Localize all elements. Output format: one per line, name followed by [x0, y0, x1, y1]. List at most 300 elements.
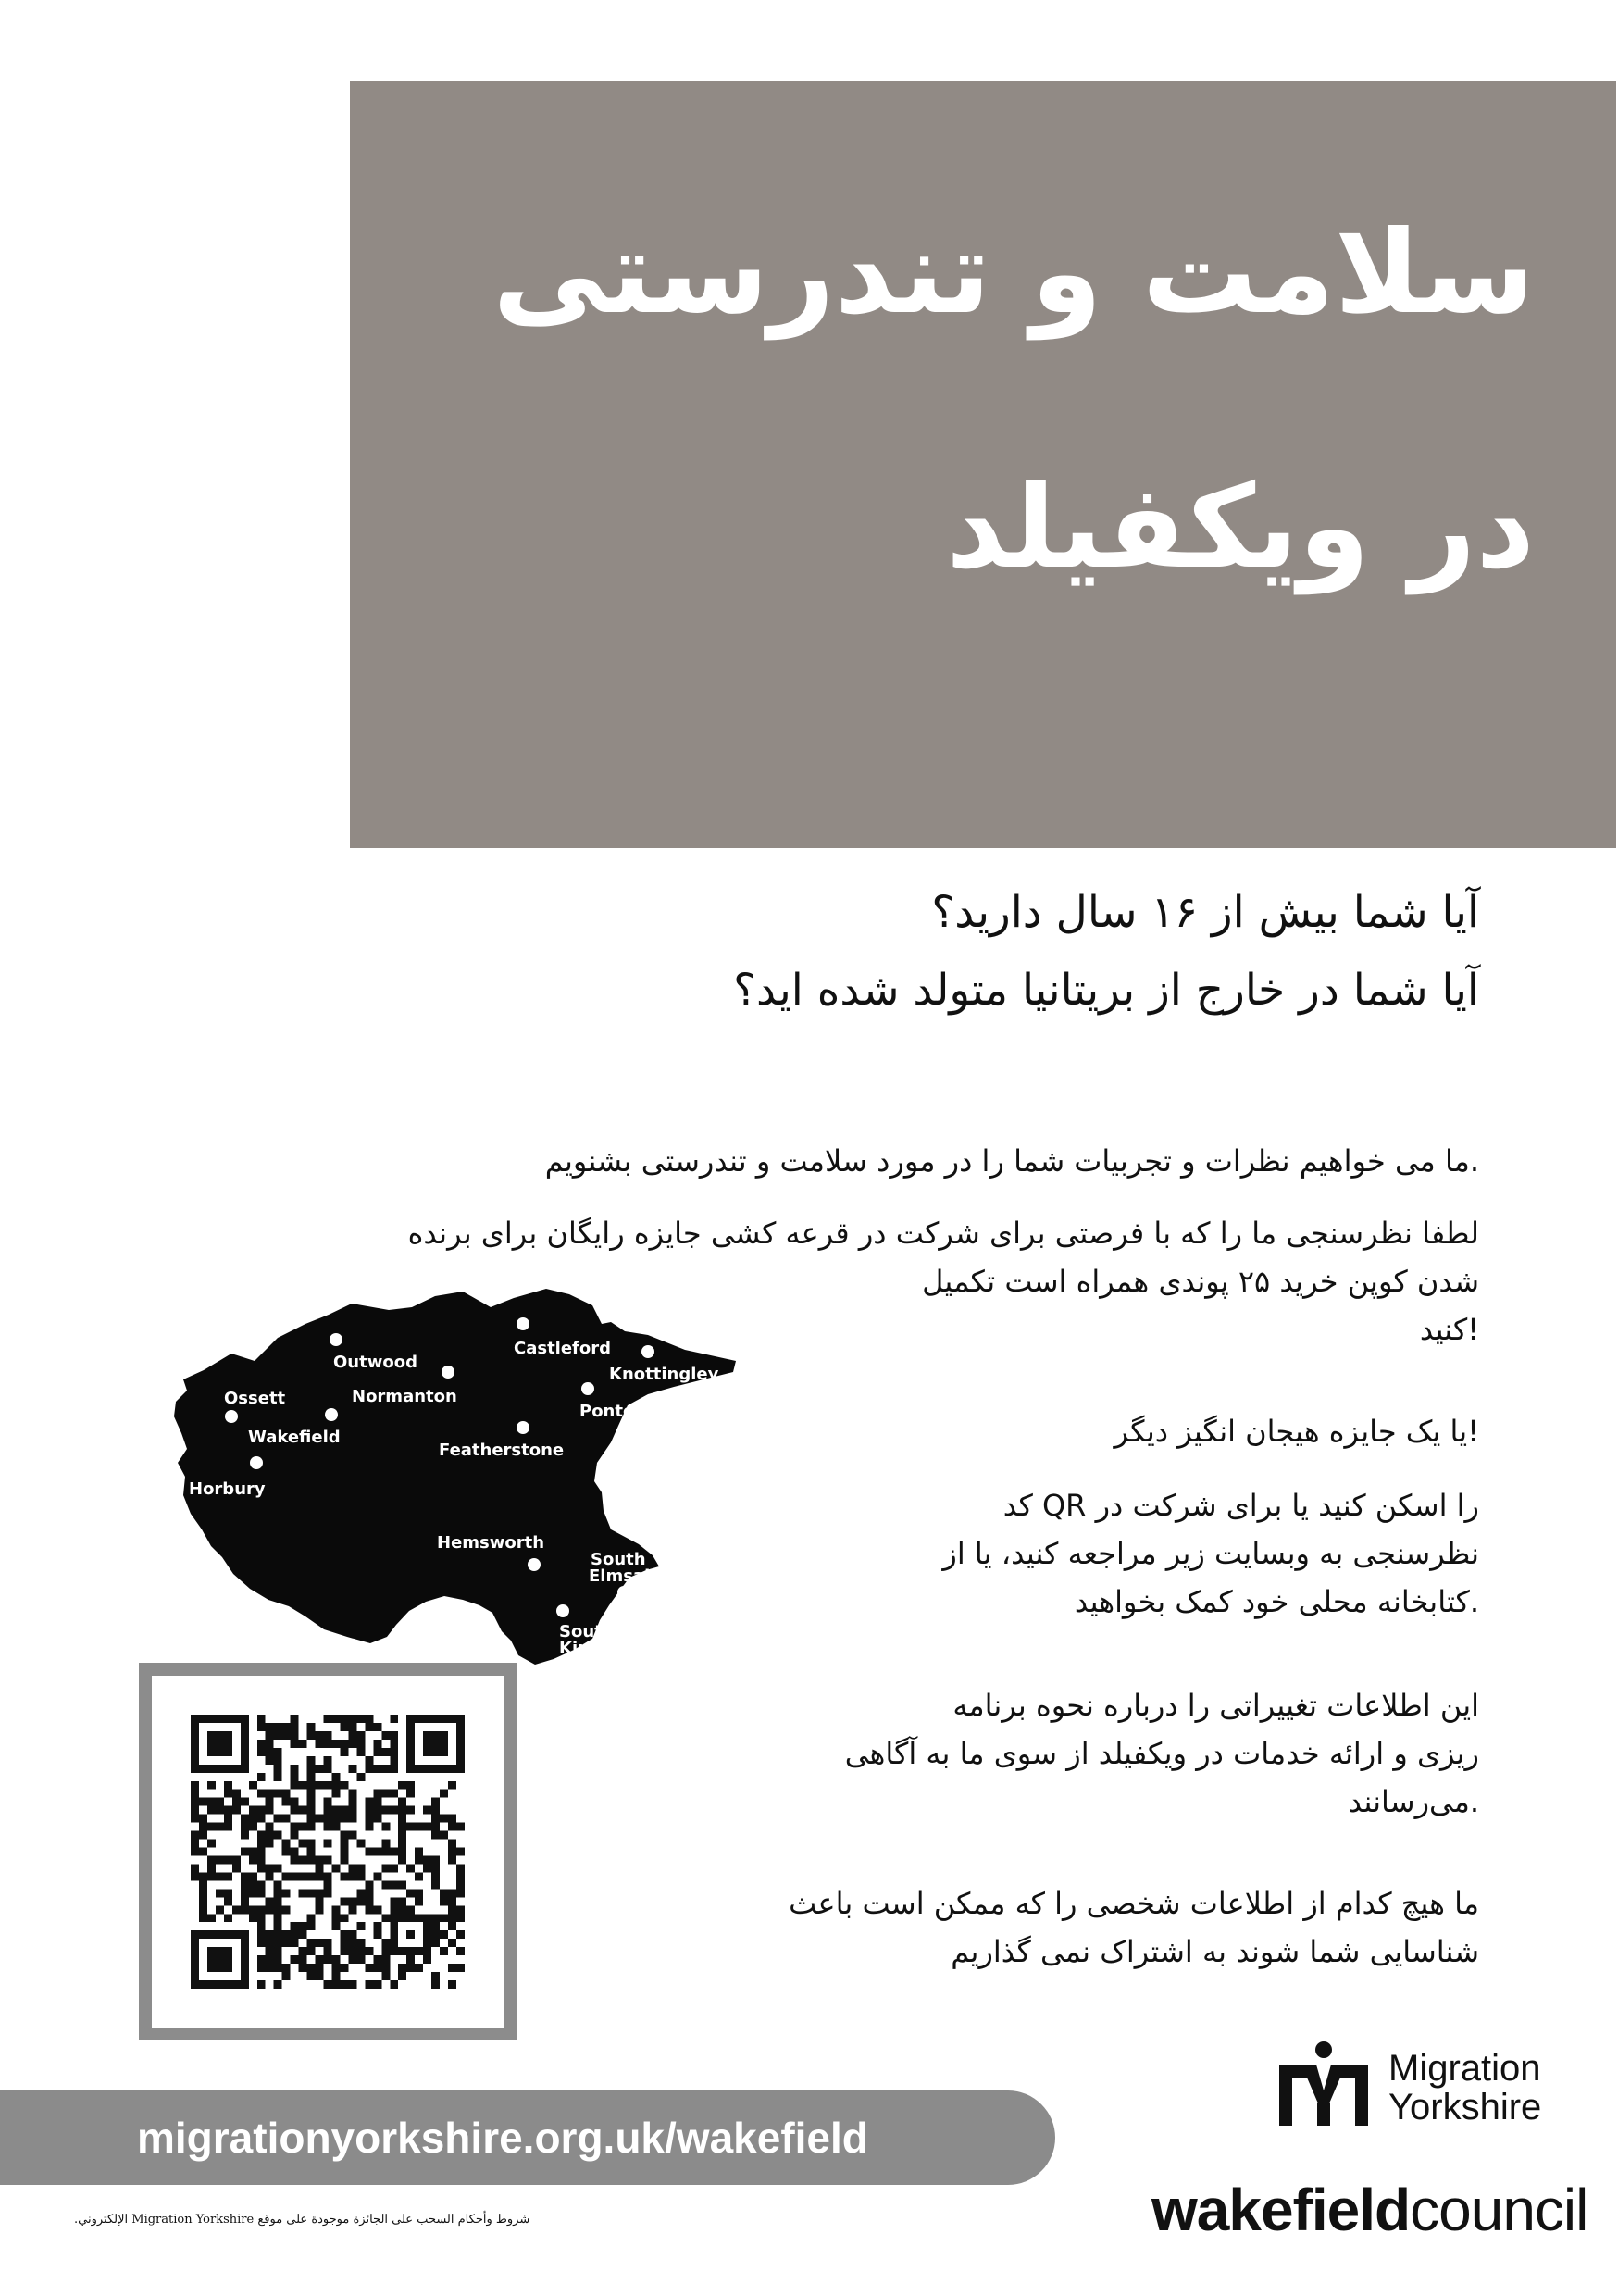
qr-module: [299, 1947, 307, 1955]
qr-module: [381, 1848, 390, 1856]
town-dot-horbury: [250, 1456, 263, 1469]
qr-module: [291, 1939, 299, 1947]
qr-module: [291, 1740, 299, 1748]
qr-module: [331, 1773, 340, 1781]
qr-module: [191, 1840, 199, 1848]
qr-module: [257, 1955, 266, 1964]
qr-module: [199, 1798, 207, 1806]
qr-module: [398, 1964, 406, 1972]
website-url[interactable]: migrationyorkshire.org.uk/wakefield: [137, 2114, 868, 2162]
qr-module: [274, 1880, 282, 1889]
qr-module: [340, 1980, 348, 1989]
qr-module: [291, 1781, 299, 1790]
qr-module: [448, 1897, 456, 1905]
qr-module: [398, 1972, 406, 1980]
qr-module: [365, 1798, 373, 1806]
qr-module: [257, 1914, 266, 1922]
qr-module: [316, 1815, 324, 1823]
qr-module: [274, 1905, 282, 1914]
qr-module: [340, 1806, 348, 1815]
qr-module: [224, 1889, 232, 1897]
qr-module: [381, 1964, 390, 1972]
town-dot-pontefract: [581, 1382, 594, 1395]
map-label-wakefield: Wakefield: [248, 1428, 341, 1447]
qr-module: [348, 1980, 356, 1989]
qr-module: [431, 1806, 440, 1815]
qr-module: [456, 1872, 465, 1880]
qr-module: [381, 1939, 390, 1947]
qr-module: [406, 1781, 415, 1790]
qr-module: [207, 1781, 216, 1790]
qr-module: [340, 1964, 348, 1972]
qr-module: [348, 1930, 356, 1939]
qr-module: [257, 1806, 266, 1815]
qr-module: [307, 1773, 316, 1781]
qr-module: [415, 1964, 423, 1972]
town-dot-featherstone: [517, 1421, 529, 1434]
qr-module: [316, 1964, 324, 1972]
paragraph-line: .ما می خواهیم نظرات و تجربیات شما را در مورد سلامت و تندرستی بشنویم: [544, 1143, 1479, 1179]
qr-module: [348, 1897, 356, 1905]
qr-module: [356, 1864, 365, 1872]
qr-module: [398, 1897, 406, 1905]
qr-module: [373, 1872, 381, 1880]
qr-module: [257, 1980, 266, 1989]
town-dot-hemsworth: [528, 1558, 541, 1571]
qr-module: [348, 1864, 356, 1872]
qr-module: [241, 1889, 249, 1897]
qr-module: [257, 1922, 266, 1930]
qr-module: [406, 1955, 415, 1964]
qr-module: [299, 1872, 307, 1880]
qr-module: [390, 1715, 398, 1723]
qr-module: [431, 1922, 440, 1930]
qr-module: [406, 1930, 415, 1939]
qr-module: [390, 1731, 398, 1740]
qr-module: [356, 1840, 365, 1848]
qr-module: [299, 1781, 307, 1790]
qr-module: [191, 1864, 199, 1872]
qr-module: [373, 1748, 381, 1756]
qr-module: [356, 1872, 365, 1880]
qr-module: [340, 1930, 348, 1939]
qr-module: [348, 1815, 356, 1823]
qr-code[interactable]: [191, 1715, 465, 1989]
qr-module: [456, 1905, 465, 1914]
map-label-south-kirkby-1: South: [559, 1622, 615, 1641]
qr-module: [307, 1972, 316, 1980]
qr-module: [406, 1864, 415, 1872]
wakefield-logo-part-2: council: [1410, 2177, 1588, 2243]
qr-module: [249, 1914, 257, 1922]
qr-module: [299, 1955, 307, 1964]
qr-module: [232, 1806, 241, 1815]
qr-module: [381, 1914, 390, 1922]
qr-module: [340, 1723, 348, 1731]
qr-module: [440, 1790, 448, 1798]
qr-module: [390, 1905, 398, 1914]
qr-module: [191, 1790, 199, 1798]
qr-module: [266, 1947, 274, 1955]
qr-module: [448, 1781, 456, 1790]
qr-module: [415, 1897, 423, 1905]
qr-module: [331, 1905, 340, 1914]
qr-module: [316, 1955, 324, 1964]
qr-module: [340, 1740, 348, 1748]
qr-module: [307, 1731, 316, 1740]
qr-module: [440, 1831, 448, 1840]
qr-module: [257, 1790, 266, 1798]
qr-module: [249, 1880, 257, 1889]
qr-module: [390, 1897, 398, 1905]
qr-module: [291, 1806, 299, 1815]
qr-module: [448, 1914, 456, 1922]
town-dot-outwood: [330, 1333, 342, 1346]
qr-module: [207, 1864, 216, 1872]
qr-module: [365, 1980, 373, 1989]
qr-module: [356, 1939, 365, 1947]
wakefield-logo-part-1: wakefield: [1151, 2177, 1411, 2243]
paragraph-services: [845, 1681, 1479, 1826]
qr-module: [331, 1964, 340, 1972]
qr-module: [266, 1872, 274, 1880]
qr-module: [390, 1848, 398, 1856]
qr-module: [373, 1848, 381, 1856]
qr-module: [291, 1773, 299, 1781]
qr-module: [331, 1823, 340, 1831]
qr-module: [398, 1781, 406, 1790]
qr-module: [266, 1823, 274, 1831]
qr-module: [448, 1815, 456, 1823]
qr-module: [415, 1855, 423, 1864]
qr-module: [431, 1914, 440, 1922]
qr-module: [373, 1905, 381, 1914]
qr-module: [440, 1914, 448, 1922]
qr-module: [266, 1955, 274, 1964]
qr-module: [356, 1947, 365, 1955]
qr-module: [257, 1889, 266, 1897]
qr-module: [373, 1955, 381, 1964]
qr-module: [340, 1939, 348, 1947]
qr-module: [415, 1848, 423, 1856]
qr-module: [282, 1798, 291, 1806]
paragraph-intro: [545, 1137, 1479, 1185]
qr-module: [216, 1872, 224, 1880]
qr-module: [216, 1798, 224, 1806]
qr-module: [299, 1840, 307, 1848]
qr-module: [266, 1840, 274, 1848]
qr-module: [331, 1955, 340, 1964]
qr-module: [324, 1880, 332, 1889]
qr-module: [274, 1731, 282, 1740]
qr-module: [274, 1748, 282, 1756]
qr-module: [282, 1964, 291, 1972]
qr-module: [291, 1872, 299, 1880]
qr-module: [299, 1930, 307, 1939]
qr-module: [431, 1831, 440, 1840]
qr-module: [299, 1964, 307, 1972]
qr-module: [431, 1972, 440, 1980]
qr-module: [431, 1930, 440, 1939]
qr-module: [348, 1905, 356, 1914]
qr-module: [316, 1872, 324, 1880]
qr-module: [232, 1790, 241, 1798]
qr-module: [348, 1947, 356, 1955]
qr-module: [266, 1897, 274, 1905]
qr-module: [249, 1848, 257, 1856]
qr-module: [216, 1806, 224, 1815]
qr-module: [373, 1930, 381, 1939]
map-label-normanton: Normanton: [352, 1387, 457, 1406]
qr-module: [249, 1872, 257, 1880]
qr-module: [324, 1731, 332, 1740]
qr-module: [324, 1955, 332, 1964]
qr-module: [274, 1765, 282, 1773]
paragraph-line: .کتابخانه محلی خود کمک بخواهید: [1074, 1584, 1479, 1619]
qr-module: [232, 1905, 241, 1914]
qr-module: [307, 1939, 316, 1947]
qr-module: [274, 1723, 282, 1731]
qr-module: [348, 1955, 356, 1964]
qr-module: [431, 1798, 440, 1806]
qr-module: [274, 1964, 282, 1972]
wakefield-district-map: [167, 1287, 741, 1676]
qr-module: [340, 1781, 348, 1790]
qr-module: [365, 1815, 373, 1823]
qr-module: [340, 1897, 348, 1905]
qr-module: [324, 1715, 332, 1723]
paragraph-line: نظرسنجی به وبسایت زیر مراجعه کنید، یا از: [942, 1536, 1479, 1571]
qr-module: [291, 1765, 299, 1773]
qr-module: [291, 1930, 299, 1939]
qr-module: [274, 1864, 282, 1872]
qr-module: [348, 1831, 356, 1840]
qr-module: [448, 1980, 456, 1989]
qr-module: [398, 1848, 406, 1856]
qr-module: [423, 1823, 431, 1831]
qr-module: [331, 1806, 340, 1815]
qr-module: [381, 1972, 390, 1980]
qr-module: [324, 1840, 332, 1848]
qr-module: [431, 1864, 440, 1872]
qr-module: [390, 1765, 398, 1773]
qr-module: [307, 1798, 316, 1806]
paragraph-prize: [1114, 1407, 1479, 1455]
qr-module: [324, 1889, 332, 1897]
qr-module: [373, 1980, 381, 1989]
qr-module: [316, 1781, 324, 1790]
qr-module: [398, 1840, 406, 1848]
town-dot-ossett: [225, 1410, 238, 1423]
qr-module: [365, 1765, 373, 1773]
qr-module: [282, 1889, 291, 1897]
website-url-bar[interactable]: [0, 2090, 1055, 2185]
qr-module: [274, 1939, 282, 1947]
qr-module: [440, 1930, 448, 1939]
qr-module: [356, 1897, 365, 1905]
qr-module: [390, 1748, 398, 1756]
qr-module: [456, 1864, 465, 1872]
qr-module: [381, 1731, 390, 1740]
qr-module: [406, 1806, 415, 1815]
qr-module: [199, 1823, 207, 1831]
qr-module: [348, 1715, 356, 1723]
qr-module: [431, 1880, 440, 1889]
qr-module: [291, 1723, 299, 1731]
paragraph-line: لطفا نظرسنجی ما را که با فرصتی برای شرکت در قرعه کشی جایزه رایگان برای برنده: [407, 1216, 1479, 1251]
qr-module: [307, 1964, 316, 1972]
map-label-outwood: Outwood: [333, 1353, 417, 1372]
question-birthplace: آیا شما در خارج از بریتانیا متولد شده اید؟: [733, 965, 1479, 1016]
qr-module: [348, 1790, 356, 1798]
qr-module: [257, 1855, 266, 1864]
qr-module: [373, 1790, 381, 1798]
qr-module: [191, 1848, 199, 1856]
qr-module: [373, 1815, 381, 1823]
qr-module: [356, 1715, 365, 1723]
qr-module: [373, 1740, 381, 1748]
qr-module: [381, 1748, 390, 1756]
qr-module: [340, 1914, 348, 1922]
town-dot-south-elmsall: [617, 1586, 630, 1599]
qr-module: [381, 1765, 390, 1773]
qr-module: [282, 1723, 291, 1731]
qr-module: [406, 1889, 415, 1897]
qr-module: [456, 1823, 465, 1831]
qr-module: [448, 1840, 456, 1848]
qr-module: [340, 1848, 348, 1856]
qr-module: [373, 1765, 381, 1773]
qr-module: [415, 1823, 423, 1831]
qr-module: [299, 1889, 307, 1897]
qr-module: [266, 1740, 274, 1748]
terms-notice: شروط وأحكام السحب على الجائزة موجودة على موقع Migration Yorkshire الإلكتروني.: [74, 2213, 530, 2227]
qr-module: [398, 1905, 406, 1914]
qr-module: [356, 1731, 365, 1740]
qr-module: [291, 1922, 299, 1930]
qr-module: [316, 1889, 324, 1897]
qr-module: [348, 1798, 356, 1806]
map-label-south-elmsall-2: Elmsall: [589, 1566, 656, 1586]
qr-module: [199, 1889, 207, 1897]
qr-module: [340, 1715, 348, 1723]
qr-module: [266, 1905, 274, 1914]
qr-module: [423, 1806, 431, 1815]
paragraph-line: ما هیچ کدام از اطلاعات شخصی را که ممکن است باعث: [789, 1886, 1479, 1921]
migration-yorkshire-mark-icon: [1276, 2039, 1372, 2131]
qr-module: [257, 1880, 266, 1889]
qr-module: [274, 1947, 282, 1955]
qr-module: [390, 1864, 398, 1872]
qr-module: [324, 1781, 332, 1790]
qr-module: [365, 1889, 373, 1897]
qr-module: [331, 1914, 340, 1922]
migration-logo-line-1: Migration: [1388, 2048, 1541, 2089]
qr-module: [249, 1889, 257, 1897]
qr-module: [299, 1855, 307, 1864]
qr-module: [365, 1848, 373, 1856]
qr-module: [282, 1972, 291, 1980]
qr-module: [324, 1806, 332, 1815]
qr-module: [299, 1823, 307, 1831]
migration-yorkshire-logo: [1276, 2039, 1581, 2131]
qr-module: [448, 1855, 456, 1864]
qr-module: [232, 1855, 241, 1864]
qr-module: [257, 1748, 266, 1756]
qr-module: [257, 1964, 266, 1972]
qr-module: [274, 1980, 282, 1989]
map-label-castleford: Castleford: [514, 1339, 612, 1358]
qr-module: [266, 1748, 274, 1756]
qr-module: [331, 1815, 340, 1823]
qr-module: [307, 1889, 316, 1897]
qr-module: [340, 1872, 348, 1880]
qr-module: [224, 1806, 232, 1815]
qr-module: [331, 1781, 340, 1790]
qr-module: [191, 1872, 199, 1880]
qr-module: [423, 1855, 431, 1864]
qr-module: [316, 1765, 324, 1773]
qr-module: [390, 1880, 398, 1889]
qr-module: [324, 1815, 332, 1823]
qr-module: [307, 1848, 316, 1856]
qr-module: [199, 1880, 207, 1889]
qr-module: [224, 1855, 232, 1864]
qr-module: [356, 1748, 365, 1756]
map-label-horbury: Horbury: [189, 1479, 266, 1499]
qr-module: [216, 1823, 224, 1831]
qr-module: [448, 1939, 456, 1947]
qr-module: [207, 1798, 216, 1806]
qr-module: [274, 1922, 282, 1930]
qr-module: [282, 1790, 291, 1798]
qr-module: [199, 1914, 207, 1922]
qr-module: [291, 1823, 299, 1831]
qr-module: [456, 1880, 465, 1889]
page-title-line-2: در ویکفیلد: [945, 461, 1535, 594]
qr-module: [274, 1773, 282, 1781]
qr-module: [257, 1905, 266, 1914]
qr-module: [274, 1831, 282, 1840]
qr-module: [348, 1872, 356, 1880]
qr-module: [398, 1798, 406, 1806]
qr-module: [241, 1831, 249, 1840]
qr-module: [456, 1914, 465, 1922]
qr-module: [324, 1740, 332, 1748]
qr-module: [340, 1748, 348, 1756]
qr-module: [241, 1897, 249, 1905]
qr-module: [207, 1872, 216, 1880]
qr-module: [406, 1905, 415, 1914]
qr-module: [207, 1947, 232, 1972]
qr-module: [241, 1905, 249, 1914]
town-dot-wakefield: [325, 1408, 338, 1421]
qr-module: [191, 1781, 199, 1790]
qr-module: [257, 1815, 266, 1823]
qr-module: [324, 1947, 332, 1955]
qr-module: [291, 1715, 299, 1723]
qr-module: [340, 1831, 348, 1840]
map-label-hemsworth: Hemsworth: [437, 1533, 545, 1553]
map-label-south-kirkby-2: Kirkby: [559, 1639, 620, 1658]
qr-module: [249, 1781, 257, 1790]
qr-module: [324, 1765, 332, 1773]
qr-module: [274, 1815, 282, 1823]
district-silhouette: [174, 1289, 736, 1665]
qr-module: [266, 1831, 274, 1840]
qr-module: [266, 1864, 274, 1872]
qr-module: [266, 1731, 274, 1740]
